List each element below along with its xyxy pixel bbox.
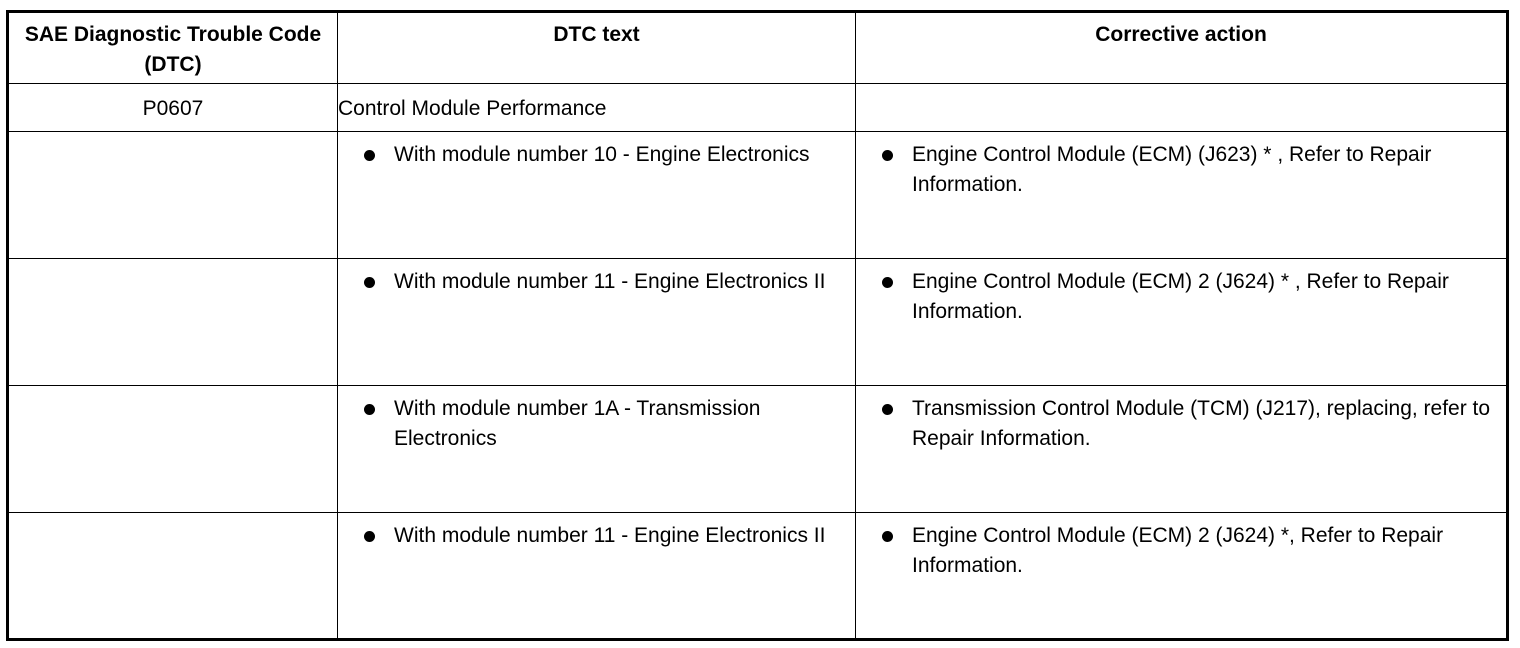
bullet-icon	[882, 277, 893, 288]
dtc-text-cell	[338, 386, 856, 513]
dtc-code-cell	[8, 386, 338, 513]
dtc-text: With module number 1A - Transmission Electronics	[394, 397, 761, 450]
list-item	[856, 140, 1506, 200]
dtc-text: With module number 11 - Engine Electronics II	[394, 524, 826, 547]
dtc-text-cell	[338, 513, 856, 640]
bullet-icon	[882, 404, 893, 415]
list-item	[856, 521, 1506, 581]
header-row	[8, 12, 1508, 84]
corrective-action-cell	[856, 513, 1508, 640]
list-item	[856, 394, 1506, 454]
list-item	[856, 267, 1506, 327]
corrective-action-cell	[856, 259, 1508, 386]
header-dtc-code: SAE Diagnostic Trouble Code (DTC)	[8, 12, 338, 84]
list-item	[338, 140, 855, 170]
corrective-action-text: Engine Control Module (ECM) 2 (J624) *, Refer to Repair Information.	[912, 524, 1444, 577]
header-dtc-text: DTC text	[338, 12, 856, 84]
bullet-icon	[364, 531, 375, 542]
dtc-table	[6, 10, 1509, 641]
table-row	[8, 84, 1508, 132]
corrective-action-cell	[856, 386, 1508, 513]
dtc-code-cell	[8, 513, 338, 640]
dtc-text-cell	[338, 259, 856, 386]
corrective-action-cell	[856, 84, 1508, 132]
table-row	[8, 132, 1508, 259]
list-item	[338, 394, 855, 454]
dtc-text-cell: Control Module Performance	[338, 84, 856, 132]
table-row	[8, 513, 1508, 640]
bullet-icon	[364, 404, 375, 415]
corrective-action-cell	[856, 132, 1508, 259]
list-item	[338, 267, 855, 297]
bullet-icon	[882, 150, 893, 161]
dtc-text: With module number 11 - Engine Electronics II	[394, 270, 826, 293]
bullet-icon	[364, 277, 375, 288]
dtc-code-cell	[8, 132, 338, 259]
corrective-action-text: Transmission Control Module (TCM) (J217), replacing, refer to Repair Information.	[912, 397, 1491, 450]
table-row	[8, 259, 1508, 386]
corrective-action-text: Engine Control Module (ECM) (J623) * , Refer to Repair Information.	[912, 143, 1432, 196]
dtc-code-cell	[8, 259, 338, 386]
corrective-action-text: Engine Control Module (ECM) 2 (J624) * , Refer to Repair Information.	[912, 270, 1449, 323]
bullet-icon	[882, 531, 893, 542]
table-row	[8, 386, 1508, 513]
bullet-icon	[364, 150, 375, 161]
dtc-code-cell: P0607	[8, 84, 338, 132]
dtc-text: With module number 10 - Engine Electronics	[394, 143, 810, 166]
dtc-text-cell	[338, 132, 856, 259]
header-corrective-action: Corrective action	[856, 12, 1508, 84]
list-item	[338, 521, 855, 551]
